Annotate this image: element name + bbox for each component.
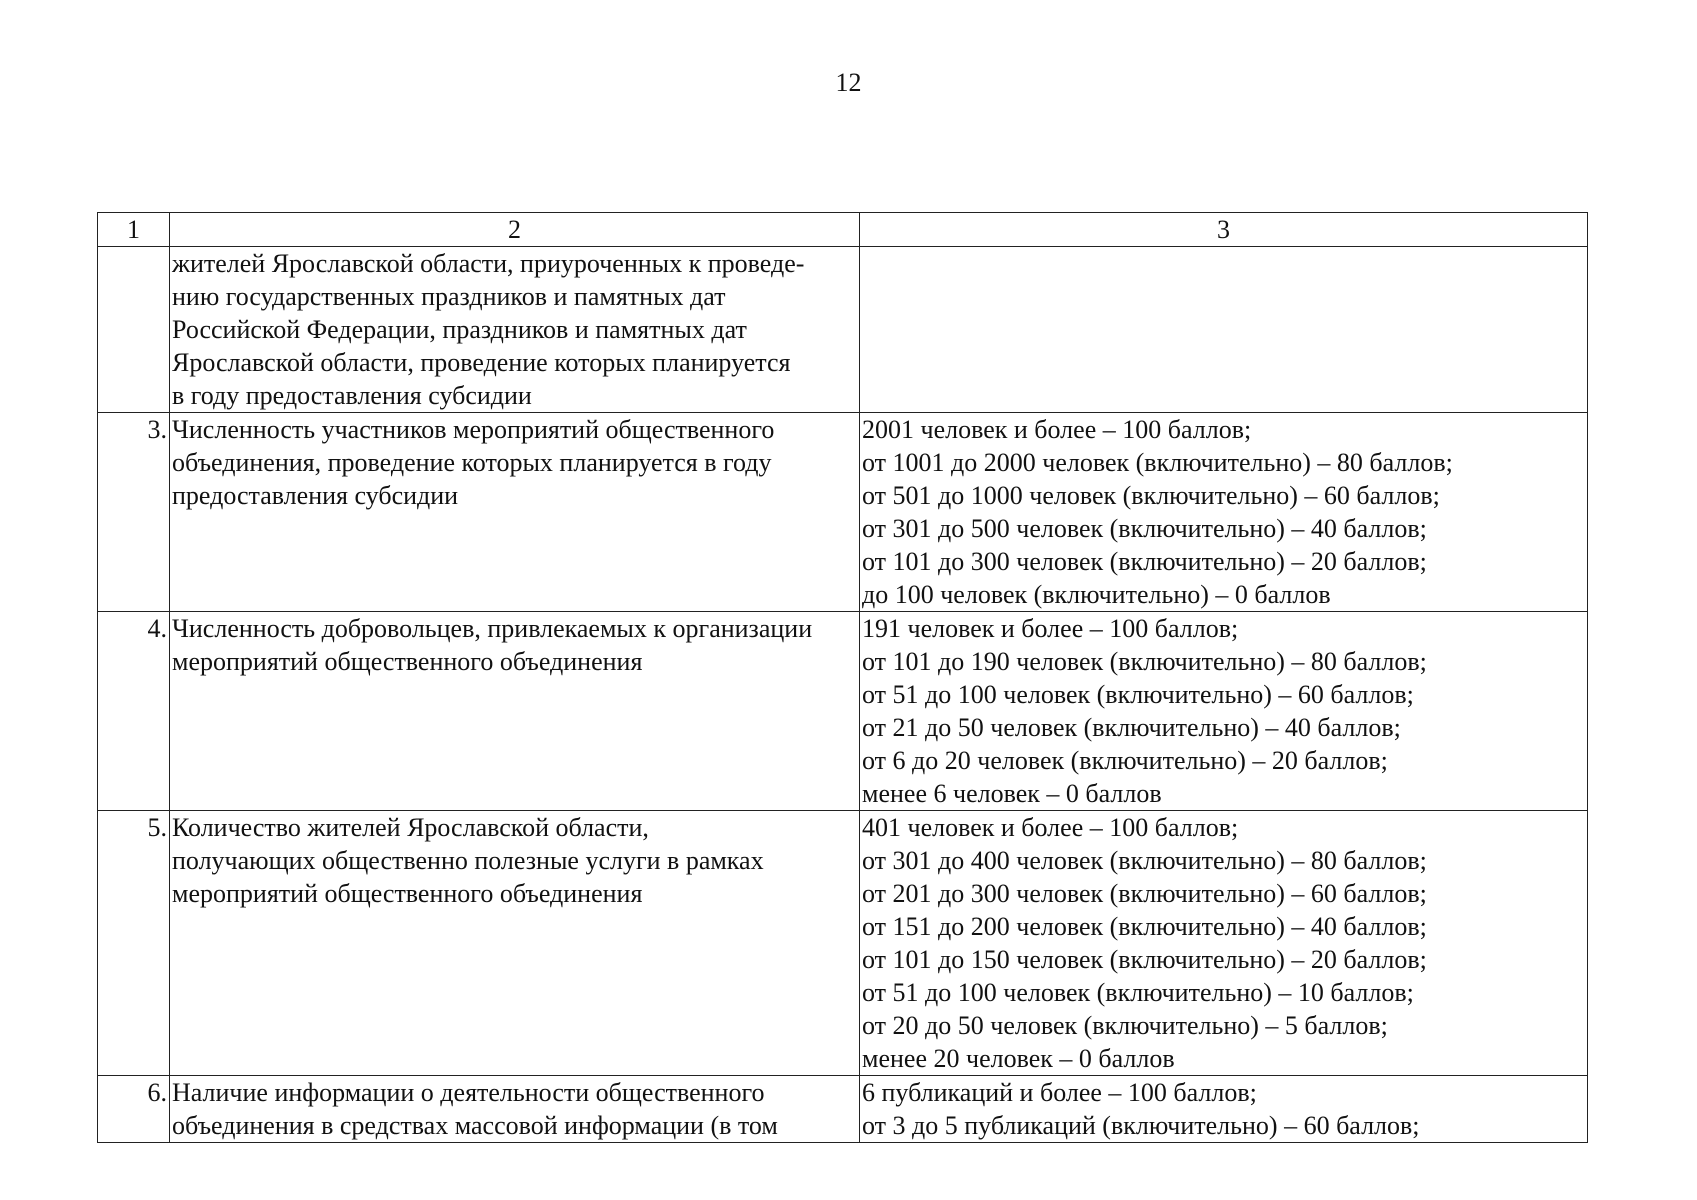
table-row <box>98 247 1588 413</box>
points-line: от 20 до 50 человек (включительно) – 5 баллов; <box>862 1011 1388 1040</box>
points-line: от 301 до 500 человек (включительно) – 40 баллов; <box>862 514 1427 543</box>
points-line: 2001 человек и более – 100 баллов; <box>862 415 1252 444</box>
points-line: 6 публикаций и более – 100 баллов; <box>862 1078 1257 1107</box>
points-line: от 101 до 300 человек (включительно) – 20 баллов; <box>862 547 1427 576</box>
row-number: 6. <box>98 1076 170 1143</box>
row-number: 5. <box>98 811 170 1076</box>
points-line: от 301 до 400 человек (включительно) – 80 баллов; <box>862 846 1427 875</box>
points-line: от 201 до 300 человек (включительно) – 60 баллов; <box>862 879 1427 908</box>
criterion-line: объединения, проведение которых планируется в году <box>172 448 772 477</box>
criteria-table <box>97 212 1588 1143</box>
row-number: 3. <box>98 413 170 612</box>
points-line: от 501 до 1000 человек (включительно) – 60 баллов; <box>862 481 1440 510</box>
points-line: менее 6 человек – 0 баллов <box>862 779 1162 808</box>
criterion-cell <box>170 811 860 1076</box>
criterion-line: Количество жителей Ярославской области, <box>172 813 649 842</box>
header-col-1: 1 <box>98 213 170 247</box>
points-cell <box>860 612 1588 811</box>
page-number: 12 <box>835 68 862 97</box>
criterion-cell <box>170 413 860 612</box>
criterion-line: Российской Федерации, праздников и памятных дат <box>172 315 747 344</box>
criterion-cell <box>170 247 860 413</box>
points-line: менее 20 человек – 0 баллов <box>862 1044 1175 1073</box>
criterion-line: объединения в средствах массовой информации (в том <box>172 1111 778 1140</box>
table-row <box>98 1076 1588 1143</box>
points-cell <box>860 811 1588 1076</box>
points-line: от 3 до 5 публикаций (включительно) – 60 баллов; <box>862 1111 1420 1140</box>
row-number: 4. <box>98 612 170 811</box>
points-line: от 51 до 100 человек (включительно) – 60 баллов; <box>862 680 1414 709</box>
criterion-cell <box>170 1076 860 1143</box>
criterion-line: Ярославской области, проведение которых планируется <box>172 348 791 377</box>
points-line: от 51 до 100 человек (включительно) – 10 баллов; <box>862 978 1414 1007</box>
header-col-2: 2 <box>170 213 860 247</box>
points-line: до 100 человек (включительно) – 0 баллов <box>862 580 1331 609</box>
table-row <box>98 413 1588 612</box>
criterion-line: нию государственных праздников и памятных дат <box>172 282 726 311</box>
criterion-line: жителей Ярославской области, приуроченных к проведе- <box>172 249 805 278</box>
points-line: 191 человек и более – 100 баллов; <box>862 614 1239 643</box>
criterion-line: Численность участников мероприятий общественного <box>172 415 775 444</box>
header-col-3: 3 <box>860 213 1588 247</box>
table-row <box>98 811 1588 1076</box>
points-line: от 6 до 20 человек (включительно) – 20 баллов; <box>862 746 1388 775</box>
points-line: от 21 до 50 человек (включительно) – 40 баллов; <box>862 713 1401 742</box>
criterion-line: мероприятий общественного объединения <box>172 647 643 676</box>
table-row <box>98 612 1588 811</box>
criterion-line: Численность добровольцев, привлекаемых к организации <box>172 614 813 643</box>
row-number <box>98 247 170 413</box>
points-line: от 101 до 190 человек (включительно) – 80 баллов; <box>862 647 1427 676</box>
points-cell <box>860 1076 1588 1143</box>
points-line: 401 человек и более – 100 баллов; <box>862 813 1239 842</box>
criterion-line: получающих общественно полезные услуги в рамках <box>172 846 764 875</box>
criterion-line: Наличие информации о деятельности общественного <box>172 1078 765 1107</box>
criterion-line: в году предоставления субсидии <box>172 381 532 410</box>
table-header-row <box>98 213 1588 247</box>
criterion-cell <box>170 612 860 811</box>
points-line: от 101 до 150 человек (включительно) – 20 баллов; <box>862 945 1427 974</box>
points-cell <box>860 247 1588 413</box>
points-line: от 151 до 200 человек (включительно) – 40 баллов; <box>862 912 1427 941</box>
criterion-line: предоставления субсидии <box>172 481 459 510</box>
points-line: от 1001 до 2000 человек (включительно) – 80 баллов; <box>862 448 1453 477</box>
points-cell <box>860 413 1588 612</box>
criterion-line: мероприятий общественного объединения <box>172 879 643 908</box>
